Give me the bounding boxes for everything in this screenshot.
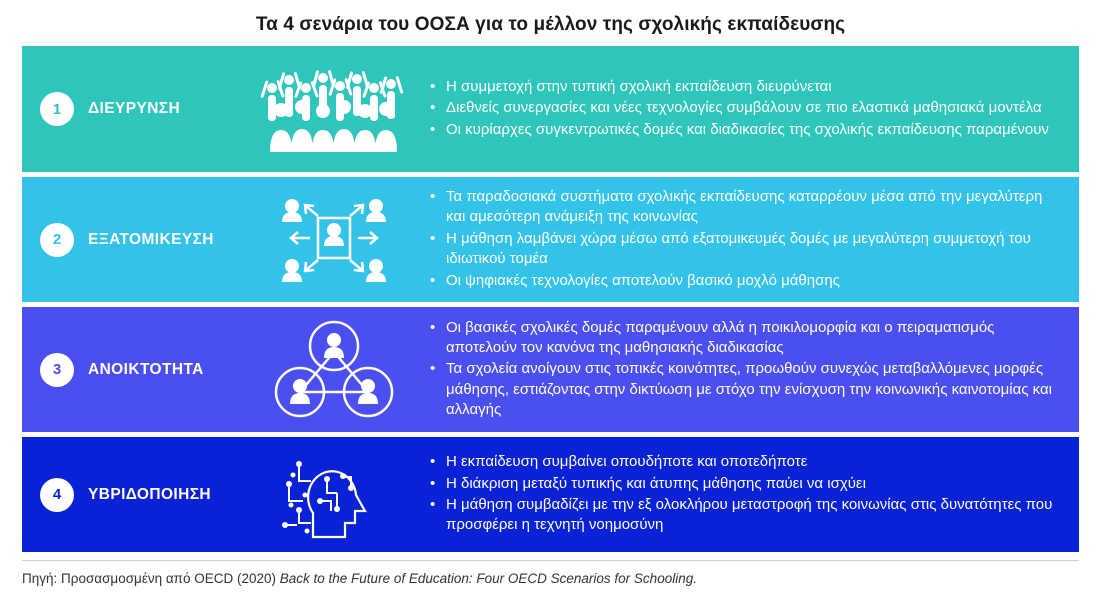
- scenario-row-2: [22, 177, 1079, 302]
- bullet: • Τα παραδοσιακά συστήματα σχολικής εκπαίδευσης καταρρέουν μέσα από την μεγαλύτερη και αμεσότερη ανάμειξη της κοινωνίας: [430, 187, 1063, 228]
- crowd-of-people-icon: [244, 46, 424, 172]
- scenario-3-heading: [22, 307, 244, 432]
- bullet: • Οι βασικές σχολικές δομές παραμένουν αλλά η ποικιλομορφία και ο πειραματισμός αποτελούν τον κανόνα της μαθησιακής διαδικασίας: [430, 318, 1063, 359]
- source-citation: Back to the Future of Education: Four OECD Scenarios for Schooling.: [279, 571, 697, 586]
- bullet: • Η συμμετοχή στην τυπική σχολική εκπαίδευση διευρύνεται: [430, 77, 1063, 97]
- bullet: • Η διάκριση μεταξύ τυπικής και άτυπης μάθησης παύει να ισχύει: [430, 474, 1063, 494]
- scenario-2-bullets: [424, 177, 1079, 302]
- scenario-1-label: ΔΙΕΥΡΥΝΣΗ: [88, 100, 181, 117]
- scenario-3-label: ΑΝΟΙΚΤΟΤΗΤΑ: [88, 360, 204, 378]
- bullet: • Οι ψηφιακές τεχνολογίες αποτελούν βασικό μοχλό μάθησης: [430, 271, 1063, 291]
- bullet: • Οι κυρίαρχες συγκεντρωτικές δομές και διαδικασίες της σχολικής εκπαίδευσης παραμένουν: [430, 120, 1063, 140]
- scenario-row-3: [22, 307, 1079, 432]
- scenario-4-bullets: [424, 437, 1079, 552]
- scenario-1-number-badge: 1: [40, 92, 74, 126]
- scenario-3-number-badge: 3: [40, 353, 74, 387]
- page-title: Τα 4 σενάρια του ΟΟΣΑ για το μέλλον της σχολικής εκπαίδευσης: [255, 14, 846, 35]
- bullet: • Διεθνείς συνεργασίες και νέες τεχνολογίες συμβάλουν σε πιο ελαστικά μαθησιακά μοντέλα: [430, 98, 1063, 118]
- scenario-4-label: ΥΒΡΙΔΟΠΟΙΗΣΗ: [88, 485, 212, 503]
- scenario-4-heading: [22, 437, 244, 552]
- scenario-4-number-badge: 4: [40, 478, 74, 512]
- bullet: • Η μάθηση συμβαδίζει με την εξ ολοκλήρου μεταστροφή της κοινωνίας στις δυνατότητες που προσφέρει η τεχνητή νοημοσύνη: [430, 495, 1063, 536]
- scenario-row-1: [22, 46, 1079, 172]
- bullet: • Η μάθηση λαμβάνει χώρα μέσω από εξατομικευμές δομές με μεγαλύτερη συμμετοχή του ιδιωτικού τομέα: [430, 229, 1063, 270]
- scenario-2-heading: [22, 177, 244, 302]
- scenario-1-bullets: [424, 46, 1079, 172]
- scenario-1-heading: [22, 46, 244, 172]
- bullet: • Η εκπαίδευση συμβαίνει οπουδήποτε και οποτεδήποτε: [430, 452, 1063, 472]
- scenario-3-bullets: [424, 307, 1079, 432]
- scenario-2-number-badge: 2: [40, 223, 74, 257]
- bullet: • Τα σχολεία ανοίγουν στις τοπικές κοινότητες, προωθούν συνεχώς μεταβαλλόμενες μορφές μάθησης, εστιάζοντας στην δικτύωση με στόχο την ενίσχυση την κοινωνικής καινοτομίας και αλλαγής: [430, 359, 1063, 420]
- ai-head-circuit-icon: [244, 437, 424, 552]
- source-note: [22, 560, 1079, 586]
- network-nodes-people-icon: [244, 307, 424, 432]
- scenarios-list: [22, 46, 1079, 552]
- scenario-row-4: [22, 437, 1079, 552]
- scenario-2-label: ΕΞΑΤΟΜΙΚΕΥΣΗ: [88, 230, 214, 248]
- source-prefix: Πηγή: Προσασμοσμένη από OECD (2020): [22, 571, 280, 586]
- person-outsourcing-arrows-icon: [244, 177, 424, 302]
